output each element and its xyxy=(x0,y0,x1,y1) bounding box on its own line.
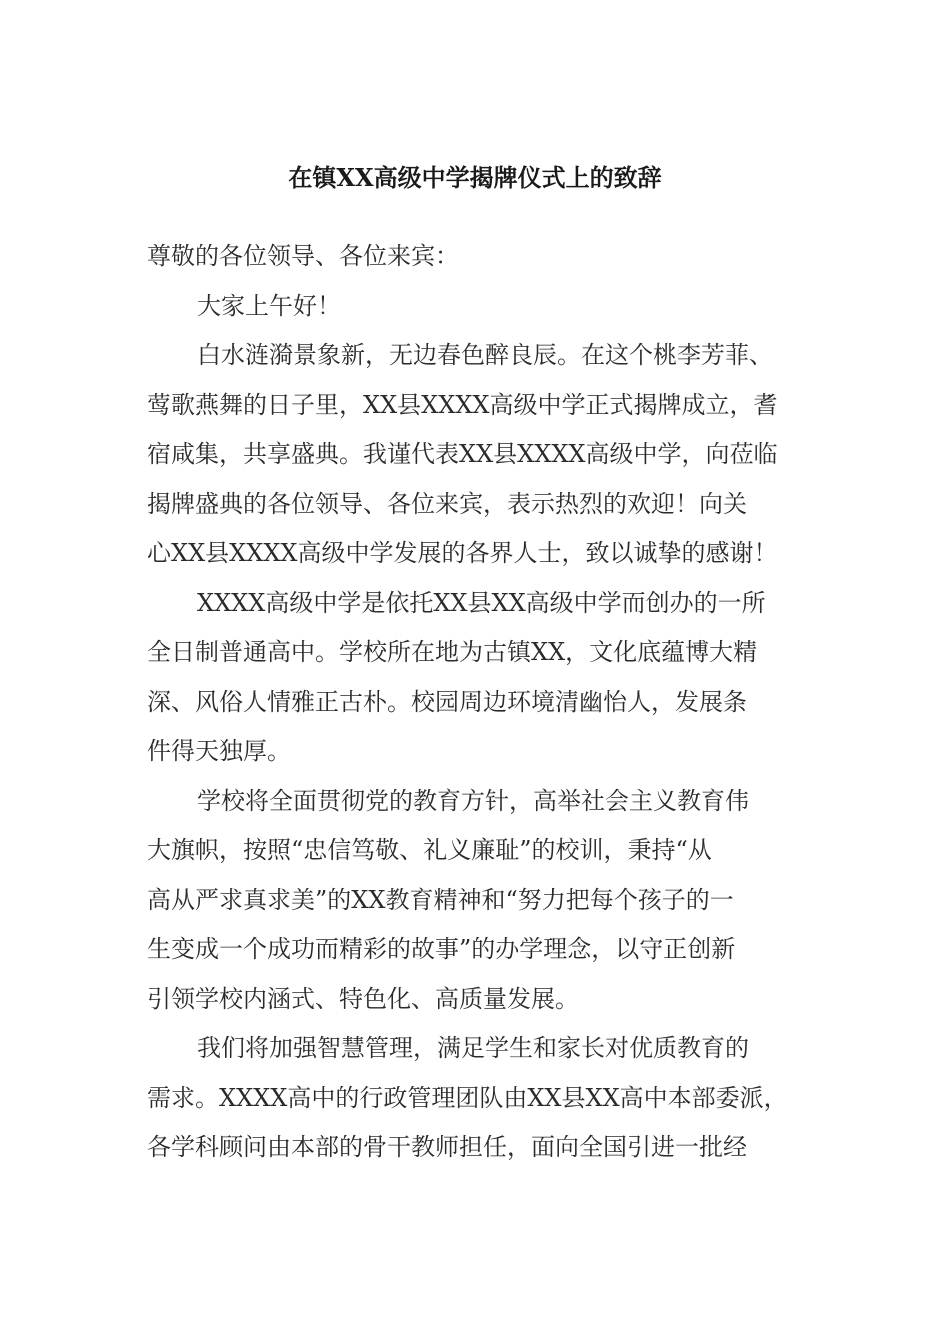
paragraph-4-line-3: 各学科顾问由本部的骨干教师担任，面向全国引进一批经 xyxy=(147,1133,747,1161)
paragraph-3-line-2: 大旗帜，按照“忠信笃敬、礼义廉耻”的校训，秉持“从 xyxy=(147,836,712,864)
paragraph-3-line-4: 生变成一个成功而精彩的故事”的办学理念，以守正创新 xyxy=(147,935,736,963)
paragraph-3-line-5: 引领学校内涵式、特色化、高质量发展。 xyxy=(147,984,579,1013)
paragraph-1-line-4: 揭牌盛典的各位领导、各位来宾，表示热烈的欢迎！向关 xyxy=(147,489,747,518)
paragraph-1-line-3: 宿咸集，共享盛典。我谨代表XX县XXXX高级中学，向莅临 xyxy=(147,440,778,468)
document-title: 在镇XX高级中学揭牌仪式上的致辞 xyxy=(288,163,662,192)
paragraph-2-line-2: 全日制普通高中。学校所在地为古镇XX，文化底蕴博大精 xyxy=(147,638,758,666)
paragraph-1-line-2: 莺歌燕舞的日子里，XX县XXXX高级中学正式揭牌成立，耆 xyxy=(147,390,778,419)
paragraph-3-line-3: 高从严求真求美”的XX教育精神和“努力把每个孩子的一 xyxy=(147,885,734,914)
paragraph-2-line-4: 件得天独厚。 xyxy=(147,737,291,765)
greeting-line: 大家上午好！ xyxy=(197,291,341,320)
paragraph-4-line-2: 需求。XXXX高中的行政管理团队由XX县XX高中本部委派， xyxy=(147,1083,788,1112)
paragraph-1-line-1: 白水涟漪景象新，无边春色醉良辰。在这个桃李芳菲、 xyxy=(197,341,773,369)
paragraph-3-line-1: 学校将全面贯彻党的教育方针，高举社会主义教育伟 xyxy=(197,786,749,815)
salutation-line: 尊敬的各位领导、各位来宾： xyxy=(147,242,459,270)
paragraph-2-line-1: XXXX高级中学是依托XX县XX高级中学而创办的一所 xyxy=(197,588,766,617)
document-body xyxy=(147,232,809,1173)
paragraph-1-line-5: 心XX县XXXX高级中学发展的各界人士，致以诚挚的感谢！ xyxy=(147,539,778,567)
paragraph-4-line-1: 我们将加强智慧管理，满足学生和家长对优质教育的 xyxy=(197,1034,749,1062)
paragraph-2-line-3: 深、风俗人情雅正古朴。校园周边环境清幽怡人，发展条 xyxy=(147,687,747,716)
